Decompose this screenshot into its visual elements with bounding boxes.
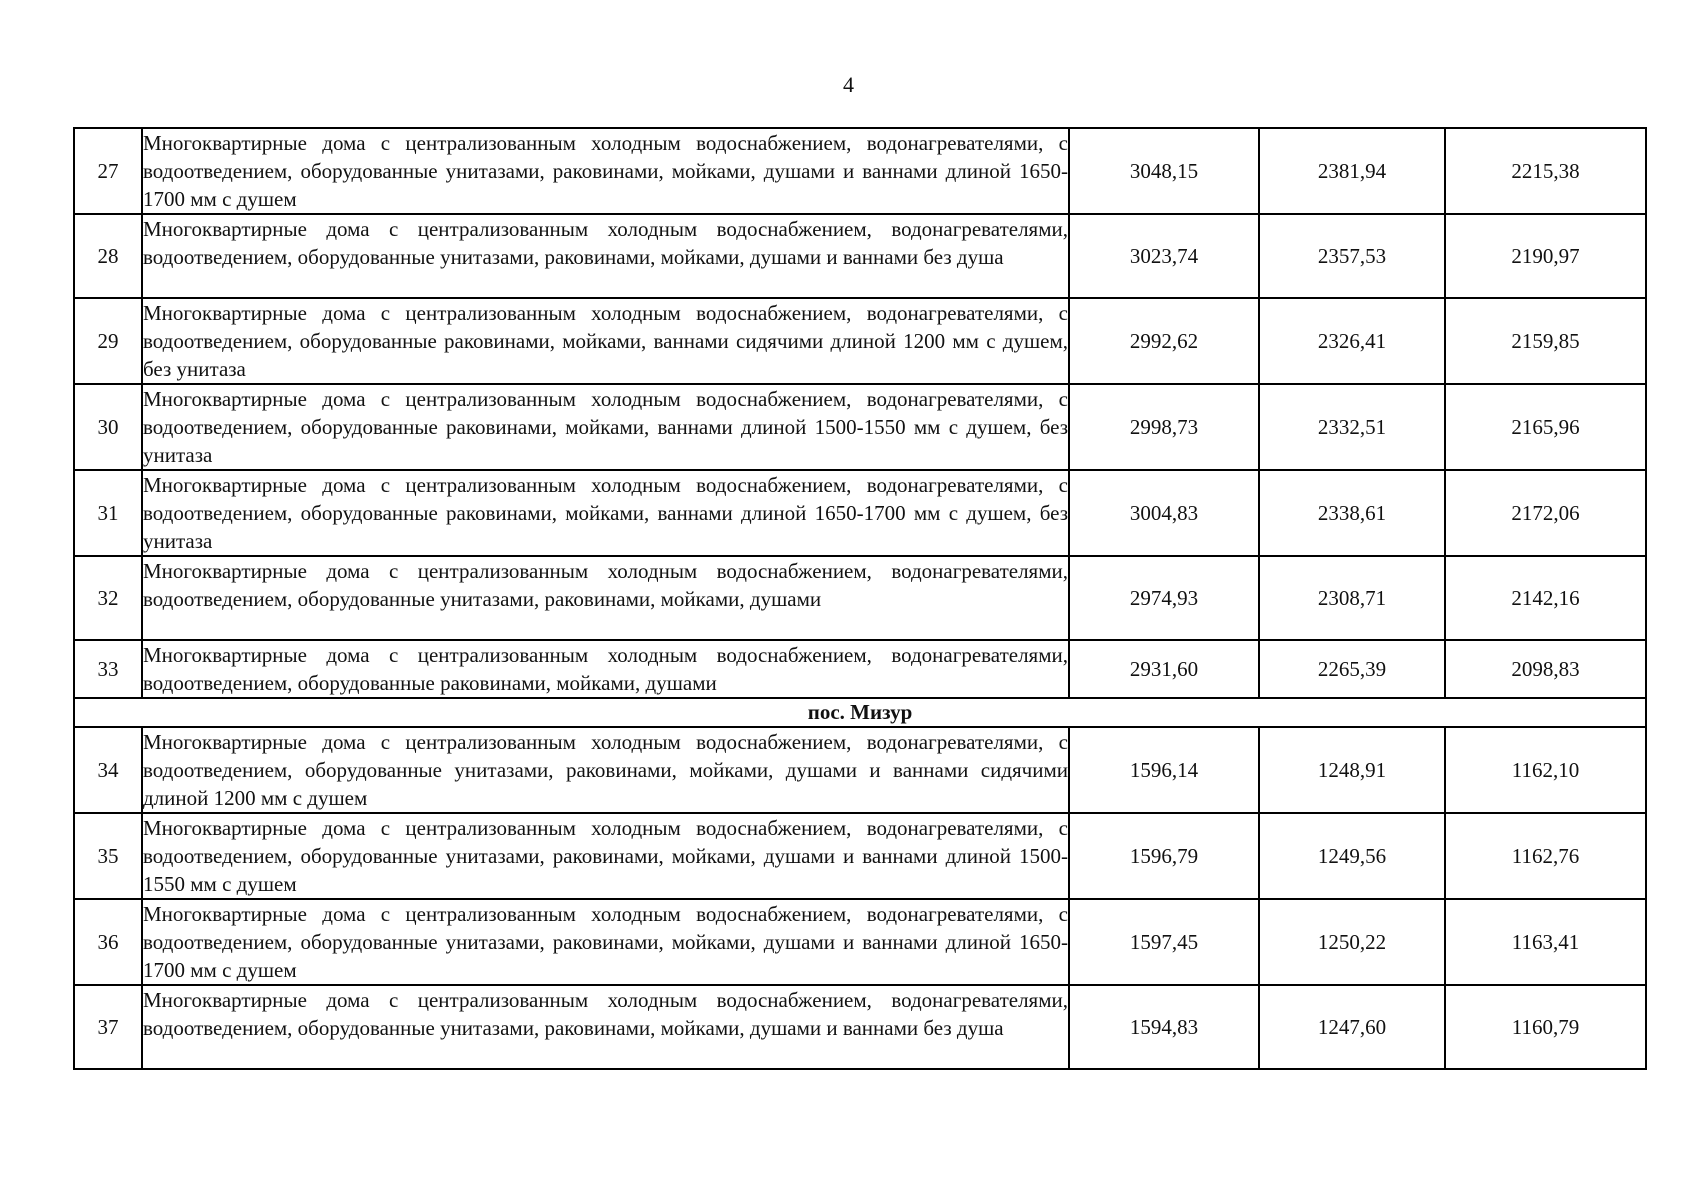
row-number: 37 [74,985,142,1069]
table-row [74,128,1646,214]
tariff-table [73,127,1647,1070]
value-col-2: 1248,91 [1259,727,1445,813]
row-description: Многоквартирные дома с централизованным холодным водоснабжением, водонагревателями, с водоотведением, оборудованные раковинами, мойками, ваннами сидячими длиной 1200 мм с душем, без унитаза [142,298,1069,384]
value-col-3: 1160,79 [1445,985,1646,1069]
value-col-2: 2338,61 [1259,470,1445,556]
value-col-1: 2992,62 [1069,298,1259,384]
value-col-1: 1597,45 [1069,899,1259,985]
row-number: 32 [74,556,142,640]
value-col-1: 3048,15 [1069,128,1259,214]
value-col-2: 2326,41 [1259,298,1445,384]
row-number: 27 [74,128,142,214]
value-col-1: 2998,73 [1069,384,1259,470]
table-row [74,640,1646,698]
value-col-1: 1596,14 [1069,727,1259,813]
row-number: 30 [74,384,142,470]
row-number: 33 [74,640,142,698]
table-row [74,214,1646,298]
row-description: Многоквартирные дома с централизованным холодным водоснабжением, водонагревателями, с водоотведением, оборудованные унитазами, раковинами, мойками, душами и ваннами длиной 1500-1550 мм с душем [142,813,1069,899]
value-col-3: 2159,85 [1445,298,1646,384]
value-col-3: 2142,16 [1445,556,1646,640]
value-col-2: 2265,39 [1259,640,1445,698]
value-col-2: 2381,94 [1259,128,1445,214]
value-col-1: 1594,83 [1069,985,1259,1069]
value-col-2: 1250,22 [1259,899,1445,985]
value-col-1: 2974,93 [1069,556,1259,640]
value-col-2: 2308,71 [1259,556,1445,640]
value-col-3: 1163,41 [1445,899,1646,985]
value-col-3: 2098,83 [1445,640,1646,698]
value-col-3: 2190,97 [1445,214,1646,298]
value-col-3: 1162,10 [1445,727,1646,813]
table-row [74,899,1646,985]
section-row [74,698,1646,727]
table-row [74,727,1646,813]
row-number: 35 [74,813,142,899]
row-description: Многоквартирные дома с централизованным холодным водоснабжением, водонагревателями, с водоотведением, оборудованные унитазами, раковинами, мойками, душами и ваннами длиной 1650-1700 мм с душем [142,899,1069,985]
value-col-3: 2172,06 [1445,470,1646,556]
value-col-1: 3023,74 [1069,214,1259,298]
value-col-1: 3004,83 [1069,470,1259,556]
table-row [74,298,1646,384]
row-description: Многоквартирные дома с централизованным холодным водоснабжением, водонагревателями, с водоотведением, оборудованные раковинами, мойками, ваннами длиной 1650-1700 мм с душем, без унитаза [142,470,1069,556]
row-description: Многоквартирные дома с централизованным холодным водоснабжением, водонагревателями, водоотведением, оборудованные унитазами, раковинами, мойками, душами [142,556,1069,640]
row-number: 34 [74,727,142,813]
value-col-2: 1249,56 [1259,813,1445,899]
row-description: Многоквартирные дома с централизованным холодным водоснабжением, водонагревателями, водоотведением, оборудованные унитазами, раковинами, мойками, душами и ваннами без душа [142,214,1069,298]
row-number: 36 [74,899,142,985]
section-title: пос. Мизур [74,698,1646,727]
value-col-2: 1247,60 [1259,985,1445,1069]
row-number: 28 [74,214,142,298]
table-row [74,470,1646,556]
table-row [74,384,1646,470]
row-description: Многоквартирные дома с централизованным холодным водоснабжением, водонагревателями, водоотведением, оборудованные раковинами, мойками, душами [142,640,1069,698]
table-row [74,556,1646,640]
row-number: 31 [74,470,142,556]
table-row [74,985,1646,1069]
value-col-3: 2215,38 [1445,128,1646,214]
table-row [74,813,1646,899]
value-col-3: 2165,96 [1445,384,1646,470]
value-col-3: 1162,76 [1445,813,1646,899]
row-description: Многоквартирные дома с централизованным холодным водоснабжением, водонагревателями, с водоотведением, оборудованные унитазами, раковинами, мойками, душами и ваннами длиной 1650-1700 мм с душем [142,128,1069,214]
value-col-1: 2931,60 [1069,640,1259,698]
row-description: Многоквартирные дома с централизованным холодным водоснабжением, водонагревателями, с водоотведением, оборудованные унитазами, раковинами, мойками, душами и ваннами сидячими длиной 1200 мм с душем [142,727,1069,813]
value-col-1: 1596,79 [1069,813,1259,899]
value-col-2: 2357,53 [1259,214,1445,298]
row-description: Многоквартирные дома с централизованным холодным водоснабжением, водонагревателями, водоотведением, оборудованные унитазами, раковинами, мойками, душами и ваннами без душа [142,985,1069,1069]
value-col-2: 2332,51 [1259,384,1445,470]
row-description: Многоквартирные дома с централизованным холодным водоснабжением, водонагревателями, с водоотведением, оборудованные раковинами, мойками, ваннами длиной 1500-1550 мм с душем, без унитаза [142,384,1069,470]
page-number: 4 [843,72,854,97]
row-number: 29 [74,298,142,384]
tariff-table-body [74,128,1646,1069]
